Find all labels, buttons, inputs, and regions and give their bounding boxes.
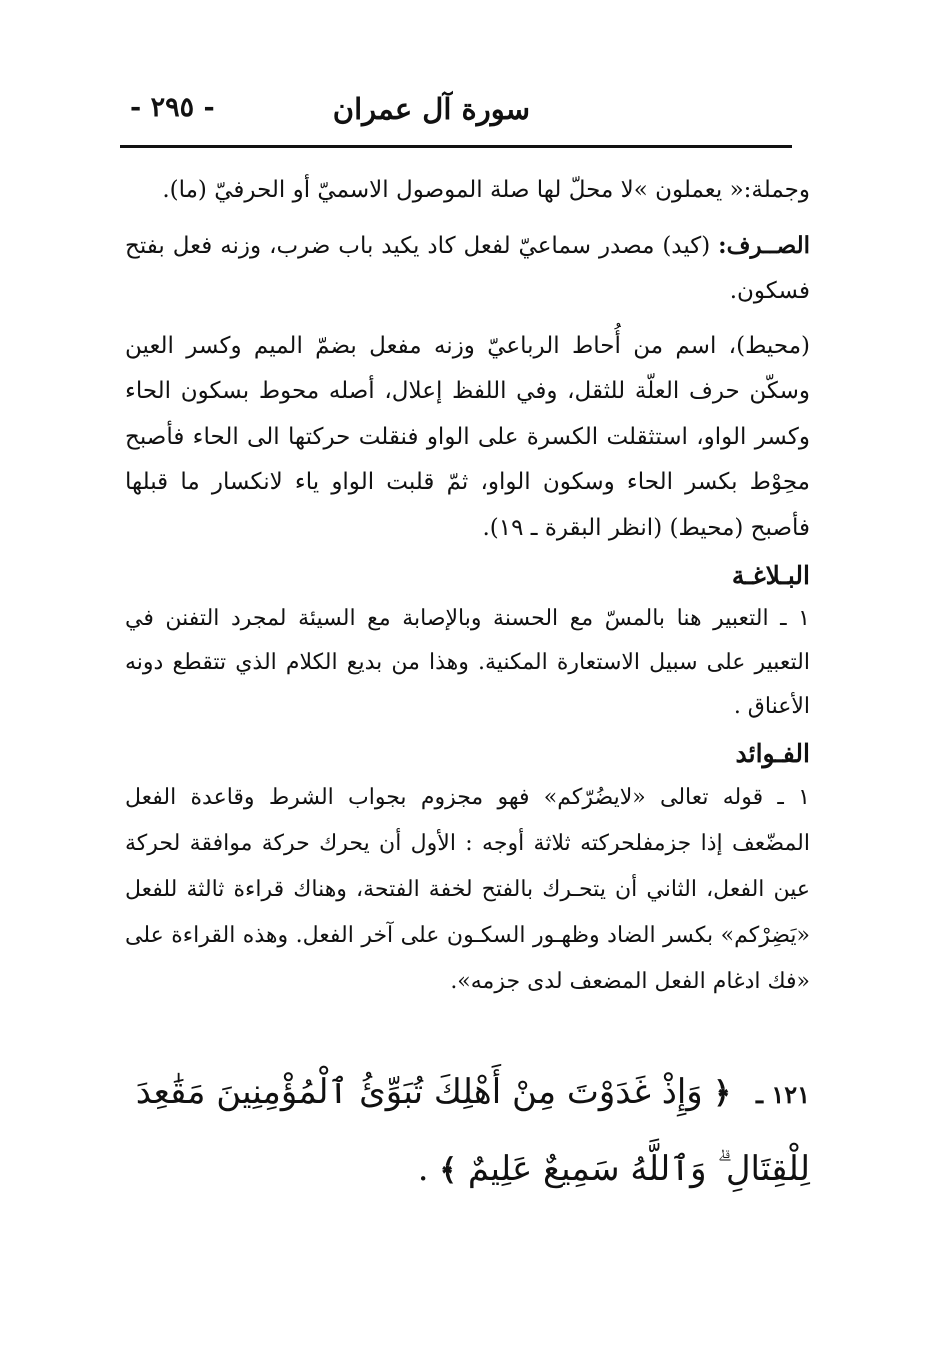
sarf-label: الصــرف: <box>718 231 810 259</box>
verse-end-mark: . <box>417 1149 429 1189</box>
paragraph-muhit: (محيط)، اسم من أُحاط الرباعيّ وزنه مفعل بضمّ الميم وكسر العين وسكّن حرف العلّة للثقل، وفي اللفظ إعلال، أصله محوط بسكون الحاء وكسر الواو، استثقلت الكسرة على الواو فنقلت حركتها الى الحاء فأصبح محِوْط بكسر الحاء وسكون الواو، ثمّ قلبت الواو ياء لانكسار ما قبلها فأصبح (محيط) (انظر البقرة ـ ١٩). <box>125 332 810 541</box>
quran-verse <box>125 1055 810 1208</box>
page-header <box>120 92 792 136</box>
balagha-heading: البـلاغـة <box>731 561 810 590</box>
verse-number: ١٢١ ـ <box>755 1080 810 1109</box>
verse-open-bracket: ﴿ <box>713 1076 732 1111</box>
fawaid-heading: الفـوائد <box>735 739 810 768</box>
sarf-text: (كيد) مصدر سماعيّ لفعل كاد يكيد باب ضرب، وزنه فعل بفتح فسكون. <box>125 232 810 304</box>
paragraph-sarf <box>125 223 810 315</box>
page-number: - ٢٩٥ - <box>130 92 215 123</box>
verse-close-bracket: ﴾ <box>439 1153 457 1188</box>
header-divider <box>120 145 792 148</box>
surah-title: سورة آل عمران <box>332 92 530 126</box>
page-body <box>125 168 810 1005</box>
fawaid-text: ١ ـ قوله تعالى «لايضُرّكم» فهو مجزوم بجواب الشرط وقاعدة الفعل المضّعف إذا جزمفلحركته ثلاثة أوجه : الأول أن يحرك حركة موافقة لحركة عين الفعل، الثاني أن يتحـرك بالفتح لخفة الفتحة، وهناك قراءة ثالثة للفعل «يَضِرْكم» بكسر الضاد وظهـور السكـون على آخر الفعل. وهذه القراءة على «فك ادغام الفعل المضعف لدى جزمه». <box>125 785 810 994</box>
verse-text: وَإِذْ غَدَوْتَ مِنْ أَهْلِكَ تُبَوِّئُ ٱلْمُؤْمِنِينَ مَقَٰعِدَ لِلْقِتَالِ ۗ وَٱللَّهُ سَمِيعٌ عَلِيمٌ <box>135 1072 810 1189</box>
paragraph-yamalun: وجملة:« يعملون »لا محلّ لها صلة الموصول الاسميّ أو الحرفيّ (ما). <box>162 177 810 203</box>
balagha-text: ١ ـ التعبير هنا بالمسّ مع الحسنة وبالإصابة مع السيئة لمجرد التفنن في التعبير على سبيل الاستعارة المكنية. وهذا من بديع الكلام الذي تتقطع دونه الأعناق . <box>125 606 810 719</box>
